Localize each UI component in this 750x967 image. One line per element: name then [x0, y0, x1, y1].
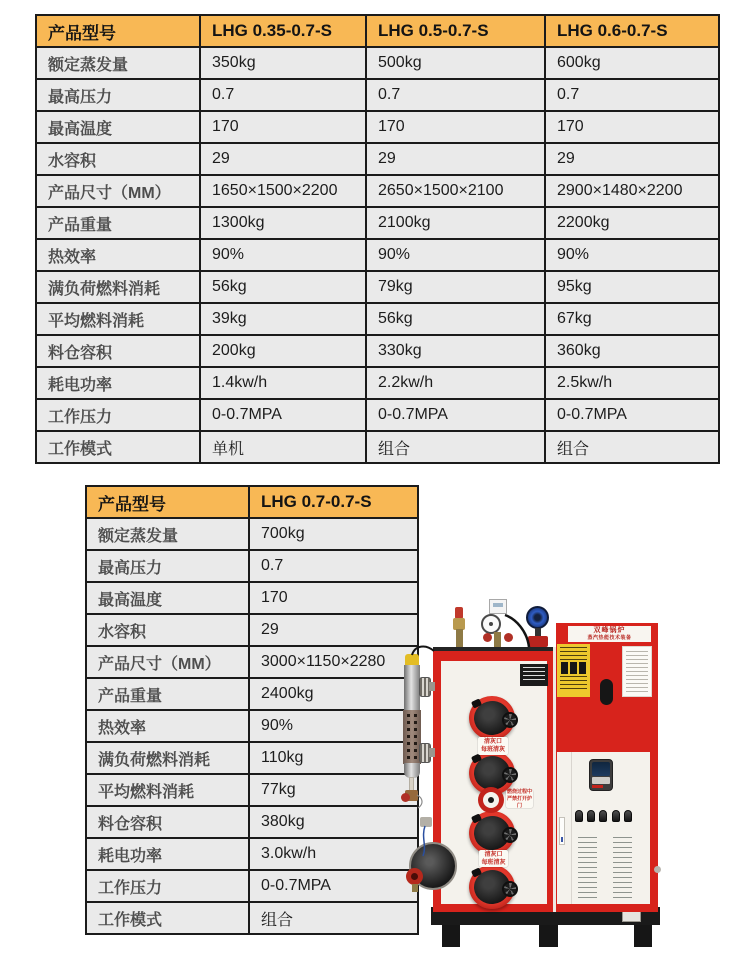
thermometer-fluid [561, 837, 563, 842]
table-cell: 0-0.7MPA [546, 400, 720, 432]
sight-glass-upper-tube [404, 665, 420, 711]
table-cell: 组合 [250, 903, 419, 935]
boiler-foot [634, 925, 652, 947]
boiler-product-image [398, 585, 733, 965]
table-cell: 170 [250, 583, 419, 615]
table-cell: 2.2kw/h [367, 368, 546, 400]
table-row-label: 满负荷燃料消耗 [37, 272, 201, 304]
sticker-text-lines [560, 676, 587, 689]
door-wheel [502, 881, 518, 897]
display-keypad [592, 777, 610, 784]
table-cell: 600kg [546, 48, 720, 80]
table-cell: 500kg [367, 48, 546, 80]
table-cell: 1300kg [201, 208, 367, 240]
spec-table-2 [85, 485, 419, 935]
door-wheel [502, 767, 518, 783]
boiler-logo [568, 626, 651, 642]
ash-sign-line: 每班清灰 [481, 859, 506, 866]
table-cell: 90% [546, 240, 720, 272]
furnace-door [469, 811, 515, 855]
table-cell: 170 [367, 112, 546, 144]
table-header-cell: 产品型号 [87, 487, 250, 519]
door-handle-slot [600, 679, 613, 705]
ash-sign [478, 737, 508, 755]
table-cell: 29 [250, 615, 419, 647]
table-cell: 95kg [546, 272, 720, 304]
control-knob [599, 810, 607, 822]
table-cell: 0.7 [367, 80, 546, 112]
table-cell: 79kg [367, 272, 546, 304]
blue-valve-icon [526, 606, 549, 629]
gauge-manifold [494, 632, 501, 647]
table-cell: 单机 [201, 432, 367, 464]
ash-sign-line: 每班清灰 [480, 747, 505, 753]
door-wheel [502, 827, 518, 843]
mini-valve-icon [504, 633, 513, 642]
document-text-lines [626, 651, 648, 692]
boiler-foot [442, 925, 460, 947]
table-cell: 0.7 [546, 80, 720, 112]
control-knob [612, 810, 620, 822]
table-cell: 1.4kw/h [201, 368, 367, 400]
table-row-label: 平均燃料消耗 [87, 775, 250, 807]
table-row-label: 最高温度 [37, 112, 201, 144]
table-header-cell: LHG 0.5-0.7-S [367, 16, 546, 48]
drain-valve-handle [401, 793, 410, 802]
table-cell: 29 [201, 144, 367, 176]
table-cell: 2400kg [250, 679, 419, 711]
table-header-cell: 产品型号 [37, 16, 201, 48]
table-row-label: 工作压力 [87, 871, 250, 903]
boiler-foot [539, 925, 558, 947]
table-cell: 组合 [367, 432, 546, 464]
control-knob [587, 810, 595, 822]
door-wheel [502, 712, 518, 728]
sticker-icons [561, 662, 586, 674]
table-row-label: 最高压力 [37, 80, 201, 112]
table-cell: 200kg [201, 336, 367, 368]
table-cell: 330kg [367, 336, 546, 368]
sight-glass-lower-tube [404, 763, 420, 778]
furnace-door [469, 696, 515, 740]
table-cell: 67kg [546, 304, 720, 336]
table-cell: 350kg [201, 48, 367, 80]
table-cell: 3000×1150×2280 [250, 647, 419, 679]
boiler-logo-subtitle: 蒸汽热能技术装备 [587, 635, 632, 641]
table-cell: 3.0kw/h [250, 839, 419, 871]
table-row-label: 热效率 [37, 240, 201, 272]
vent-grille [613, 837, 632, 899]
safety-valve-stem [456, 629, 463, 647]
warning-sticker [557, 644, 590, 697]
table-cell: 29 [546, 144, 720, 176]
table-row-label: 产品重量 [37, 208, 201, 240]
table-row-label: 平均燃料消耗 [37, 304, 201, 336]
table-row-label: 热效率 [87, 711, 250, 743]
table-cell: 90% [250, 711, 419, 743]
table-row-label: 料仓容积 [87, 807, 250, 839]
side-bolt [654, 866, 661, 873]
pressure-gauge-icon [481, 614, 501, 634]
mini-valve-icon [483, 633, 492, 642]
sticker-text-lines [560, 647, 587, 660]
table-row-label: 最高压力 [87, 551, 250, 583]
table-row-label: 工作模式 [87, 903, 250, 935]
connection-pipe [429, 748, 435, 757]
wheel-hub [411, 873, 418, 880]
spec-document [622, 646, 652, 697]
panel-seam [571, 752, 572, 904]
warning-sign [506, 790, 533, 808]
table-cell: 0-0.7MPA [367, 400, 546, 432]
blowdown-stem [412, 884, 418, 892]
table-row-label: 水容积 [87, 615, 250, 647]
table-cell: 170 [546, 112, 720, 144]
control-knob [575, 810, 583, 822]
warning-sign-line: 严禁打开炉门 [506, 795, 532, 809]
table-cell: 0.7 [201, 80, 367, 112]
table-cell: 2900×1480×2200 [546, 176, 720, 208]
warning-sign-line: 燃烧过程中 [506, 788, 532, 795]
table-row-label: 产品尺寸（MM） [37, 176, 201, 208]
controller-window [493, 603, 503, 607]
spec-table-1 [35, 14, 720, 464]
table-row-label: 额定蒸发量 [37, 48, 201, 80]
boiler-logo-title: 双峰锅炉 [593, 627, 626, 634]
table-cell: 110kg [250, 743, 419, 775]
table-cell: 2650×1500×2100 [367, 176, 546, 208]
table-cell: 2200kg [546, 208, 720, 240]
sight-port [478, 787, 504, 813]
boiler-body-top-trim [433, 647, 555, 651]
table-cell: 90% [367, 240, 546, 272]
table-cell: 组合 [546, 432, 720, 464]
ash-sign-line: 清灰口 [483, 739, 502, 745]
connection-pipe [429, 682, 435, 691]
table-cell: 56kg [201, 272, 367, 304]
blowdown-valve-wheel [406, 868, 423, 885]
table-row-label: 产品尺寸（MM） [87, 647, 250, 679]
drain-tube [409, 777, 414, 791]
nameplate [520, 664, 548, 686]
table-row-label: 产品重量 [87, 679, 250, 711]
table-header-cell: LHG 0.6-0.7-S [546, 16, 720, 48]
glass-scale-marks [407, 714, 410, 760]
furnace-door [469, 865, 515, 909]
table-header-cell: LHG 0.7-0.7-S [250, 487, 419, 519]
table-row-label: 额定蒸发量 [87, 519, 250, 551]
table-cell: 1650×1500×2200 [201, 176, 367, 208]
table-cell: 77kg [250, 775, 419, 807]
table-cell: 2100kg [367, 208, 546, 240]
table-row-label: 料仓容积 [37, 336, 201, 368]
table-row-label: 耗电功率 [37, 368, 201, 400]
table-row-label: 工作模式 [37, 432, 201, 464]
table-cell: 2.5kw/h [546, 368, 720, 400]
vent-grille [578, 837, 597, 899]
pipe-elbow [420, 817, 432, 827]
table-header-cell: LHG 0.35-0.7-S [201, 16, 367, 48]
control-display [589, 759, 613, 791]
table-row-label: 满负荷燃料消耗 [87, 743, 250, 775]
table-cell: 29 [367, 144, 546, 176]
pressure-controller-box [489, 599, 507, 614]
table-cell: 39kg [201, 304, 367, 336]
valve-flange [528, 636, 548, 647]
thermometer-strip [559, 817, 565, 845]
gauge-needle-hub [489, 622, 493, 626]
table-cell: 0.7 [250, 551, 419, 583]
table-row-label: 水容积 [37, 144, 201, 176]
table-cell: 0-0.7MPA [201, 400, 367, 432]
table-row-label: 最高温度 [87, 583, 250, 615]
ash-sign-line: 清灰口 [484, 851, 503, 858]
table-row-label: 工作压力 [37, 400, 201, 432]
table-cell: 90% [201, 240, 367, 272]
ash-sign [479, 850, 508, 867]
control-knob [624, 810, 632, 822]
table-row-label: 耗电功率 [87, 839, 250, 871]
nameplate-text-lines [523, 667, 545, 683]
table-cell: 380kg [250, 807, 419, 839]
table-cell: 360kg [546, 336, 720, 368]
display-screen [592, 762, 610, 776]
table-cell: 56kg [367, 304, 546, 336]
glass-scale-marks [414, 714, 417, 760]
table-cell: 170 [201, 112, 367, 144]
table-cell: 0-0.7MPA [250, 871, 419, 903]
display-brand-strip [592, 785, 603, 788]
table-cell: 700kg [250, 519, 419, 551]
